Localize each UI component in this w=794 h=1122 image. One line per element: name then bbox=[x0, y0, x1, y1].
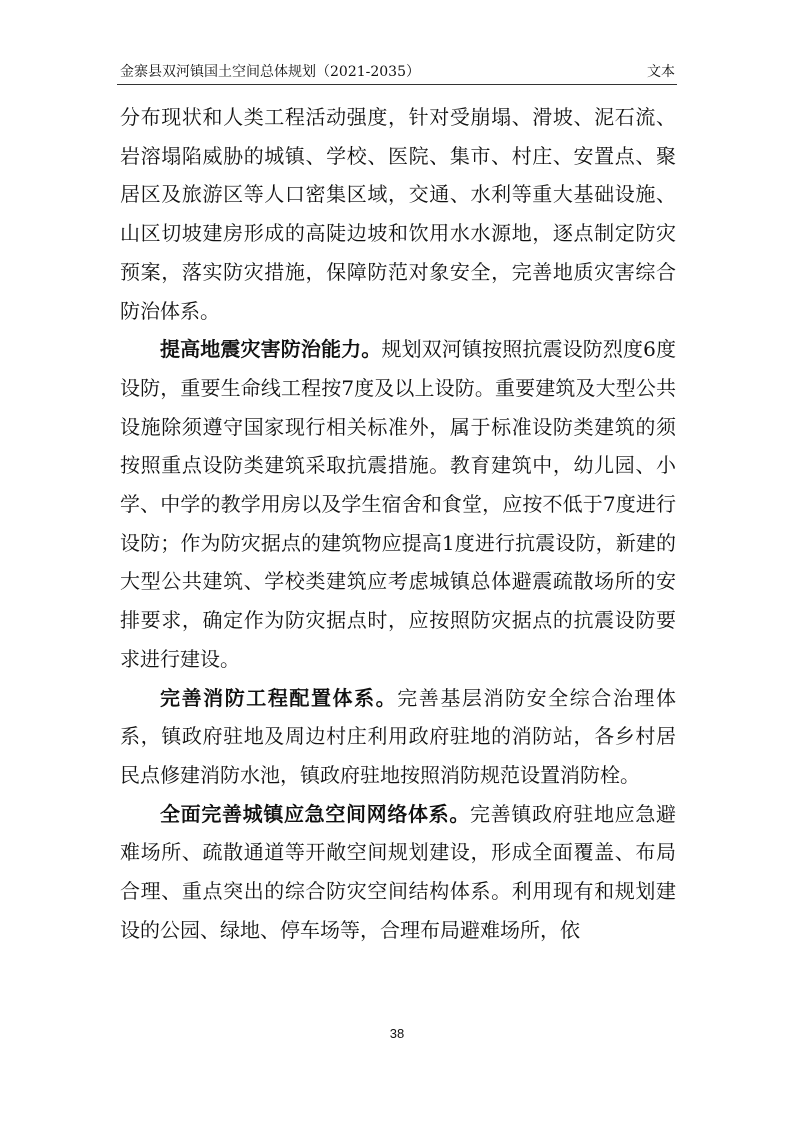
body-text bbox=[120, 98, 676, 949]
paragraph-earthquake bbox=[120, 330, 676, 678]
page-number: 38 bbox=[389, 1026, 405, 1041]
paragraph-text: 规划双河镇按照抗震设防烈度6度设防，重要生命线工程按7度及以上设防。重要建筑及大型公共设施除须遵守国家现行相关标准外，属于标准设防类建筑的须按照重点设防类建筑采取抗震措施。教育建筑中，幼儿园、小学、中学的教学用房以及学生宿舍和食堂，应按不低于7度进行设防；作为防灾据点的建筑物应提高1度进行抗震设防，新建的大型公共建筑、学校类建筑应考虑城镇总体避震疏散场所的安排要求，确定作为防灾据点时，应按照防灾据点的抗震设防要求进行建设。 bbox=[120, 337, 676, 671]
paragraph-heading: 全面完善城镇应急空间网络体系。 bbox=[160, 801, 470, 826]
paragraph-fire-protection bbox=[120, 679, 676, 795]
paragraph-heading: 完善消防工程配置体系。 bbox=[160, 685, 398, 710]
paragraph-heading: 提高地震灾害防治能力。 bbox=[160, 337, 382, 362]
paragraph-emergency-space bbox=[120, 795, 676, 950]
paragraph-text: 完善镇政府驻地应急避难场所、疏散通道等开敞空间规划建设，形成全面覆盖、布局合理、重点突出的综合防灾空间结构体系。利用现有和规划建设的公园、绿地、停车场等，合理布局避难场所，依 bbox=[120, 801, 676, 942]
running-header bbox=[120, 63, 675, 81]
paragraph-continuation bbox=[120, 98, 676, 330]
header-rule bbox=[117, 84, 677, 85]
paragraph-text: 分布现状和人类工程活动强度，针对受崩塌、滑坡、泥石流、岩溶塌陷威胁的城镇、学校、医院、集市、村庄、安置点、聚居区及旅游区等人口密集区域，交通、水利等重大基础设施、山区切坡建房形成的高陡边坡和饮用水水源地，逐点制定防灾预案，落实防灾措施，保障防范对象安全，完善地质灾害综合防治体系。 bbox=[120, 105, 676, 323]
section-label: 文本 bbox=[647, 64, 675, 80]
paragraph-text: 完善基层消防安全综合治理体系，镇政府驻地及周边村庄利用政府驻地的消防站，各乡村居民点修建消防水池，镇政府驻地按照消防规范设置消防栓。 bbox=[120, 685, 677, 787]
document-title: 金寨县双河镇国土空间总体规划（2021-2035） bbox=[120, 64, 420, 80]
